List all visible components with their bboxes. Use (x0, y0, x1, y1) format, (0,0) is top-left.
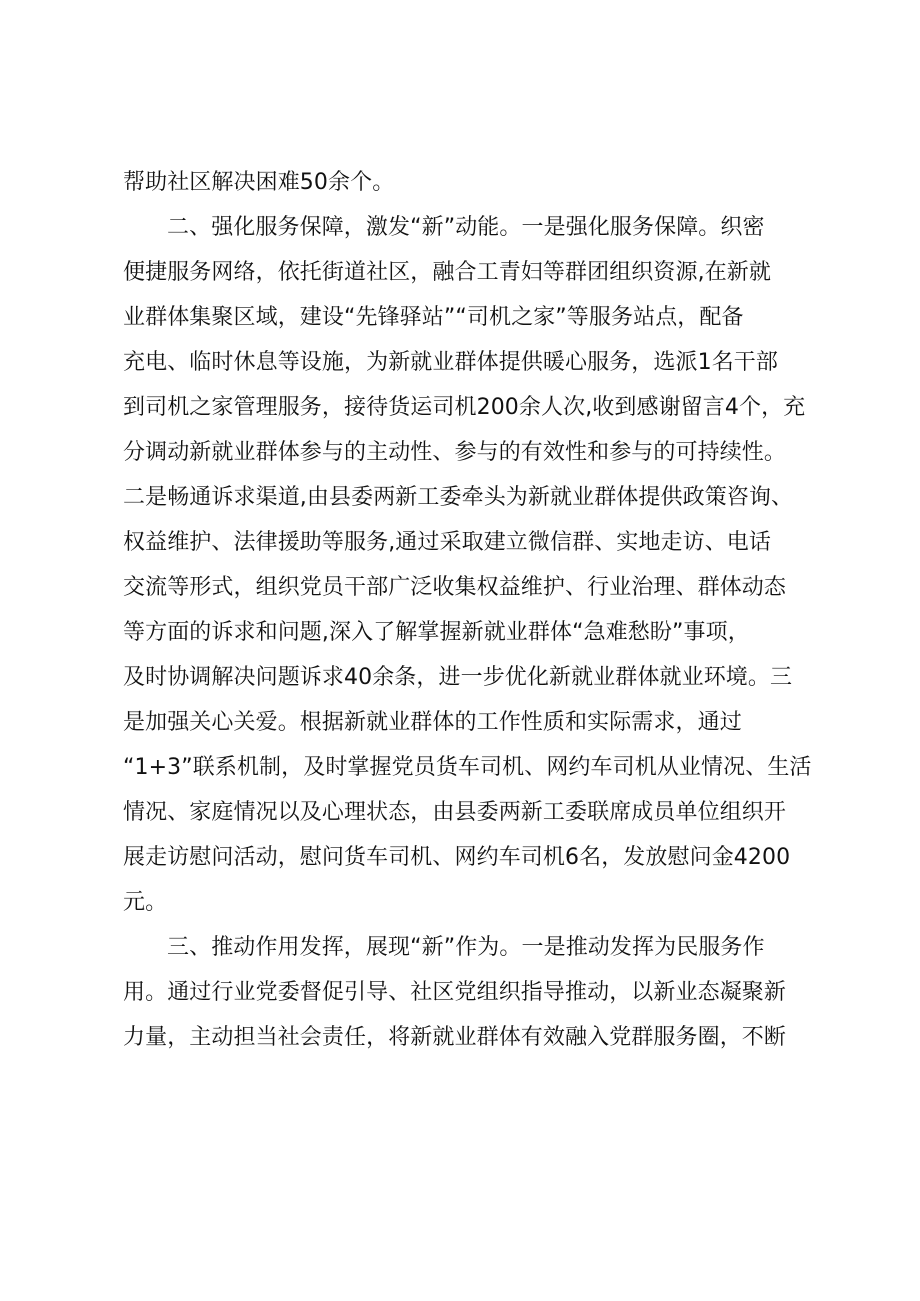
text-line: 情况、家庭情况以及心理状态，由县委两新工委联席成员单位组织开 (123, 800, 787, 825)
text-line: 分调动新就业群体参与的主动性、参与的有效性和参与的可持续性。 (123, 440, 787, 465)
text-line: 二是畅通诉求渠道,由县委两新工委牵头为新就业群体提供政策咨询、 (123, 485, 794, 510)
paragraph-2-start: 二、强化服务保障，激发“新”动能。一是强化服务保障。织密 (167, 215, 765, 240)
text-line: 用。通过行业党委督促引导、社区党组织指导推动，以新业态凝聚新 (123, 980, 787, 1005)
text-line: 力量，主动担当社会责任，将新就业群体有效融入党群服务圈，不断 (123, 1025, 787, 1050)
text-line: 权益维护、法律援助等服务,通过采取建立微信群、实地走访、电话 (123, 530, 771, 555)
text-line: 等方面的诉求和问题,深入了解掌握新就业群体“急难愁盼”事项， (123, 620, 750, 645)
text-line: 及时协调解决问题诉求40余条，进一步优化新就业群体就业环境。三 (123, 665, 793, 690)
paragraph-3-start: 三、推动作用发挥，展现“新”作为。一是推动发挥为民服务作 (167, 935, 765, 960)
text-line: 是加强关心关爱。根据新就业群体的工作性质和实际需求，通过 (123, 710, 742, 735)
text-line: 充电、临时休息等设施，为新就业群体提供暖心服务，选派1名干部 (123, 350, 778, 375)
text-line: 到司机之家管理服务，接待货运司机200余人次,收到感谢留言4个，充 (123, 395, 806, 420)
text-line: 展走访慰问活动，慰问货车司机、网约车司机6名，发放慰问金4200 (123, 845, 791, 870)
text-line: 业群体集聚区域，建设“先锋驿站”“司机之家”等服务站点，配备 (123, 305, 744, 330)
text-line: 交流等形式，组织党员干部广泛收集权益维护、行业治理、群体动态 (123, 575, 787, 600)
text-line: 便捷服务网络，依托街道社区，融合工青妇等群团组织资源,在新就 (123, 260, 771, 285)
text-line: 帮助社区解决困难50余个。 (123, 170, 395, 195)
text-line: 元。 (123, 890, 168, 915)
text-line: “1+3”联系机制，及时掌握党员货车司机、网约车司机从业情况、生活 (123, 755, 812, 780)
